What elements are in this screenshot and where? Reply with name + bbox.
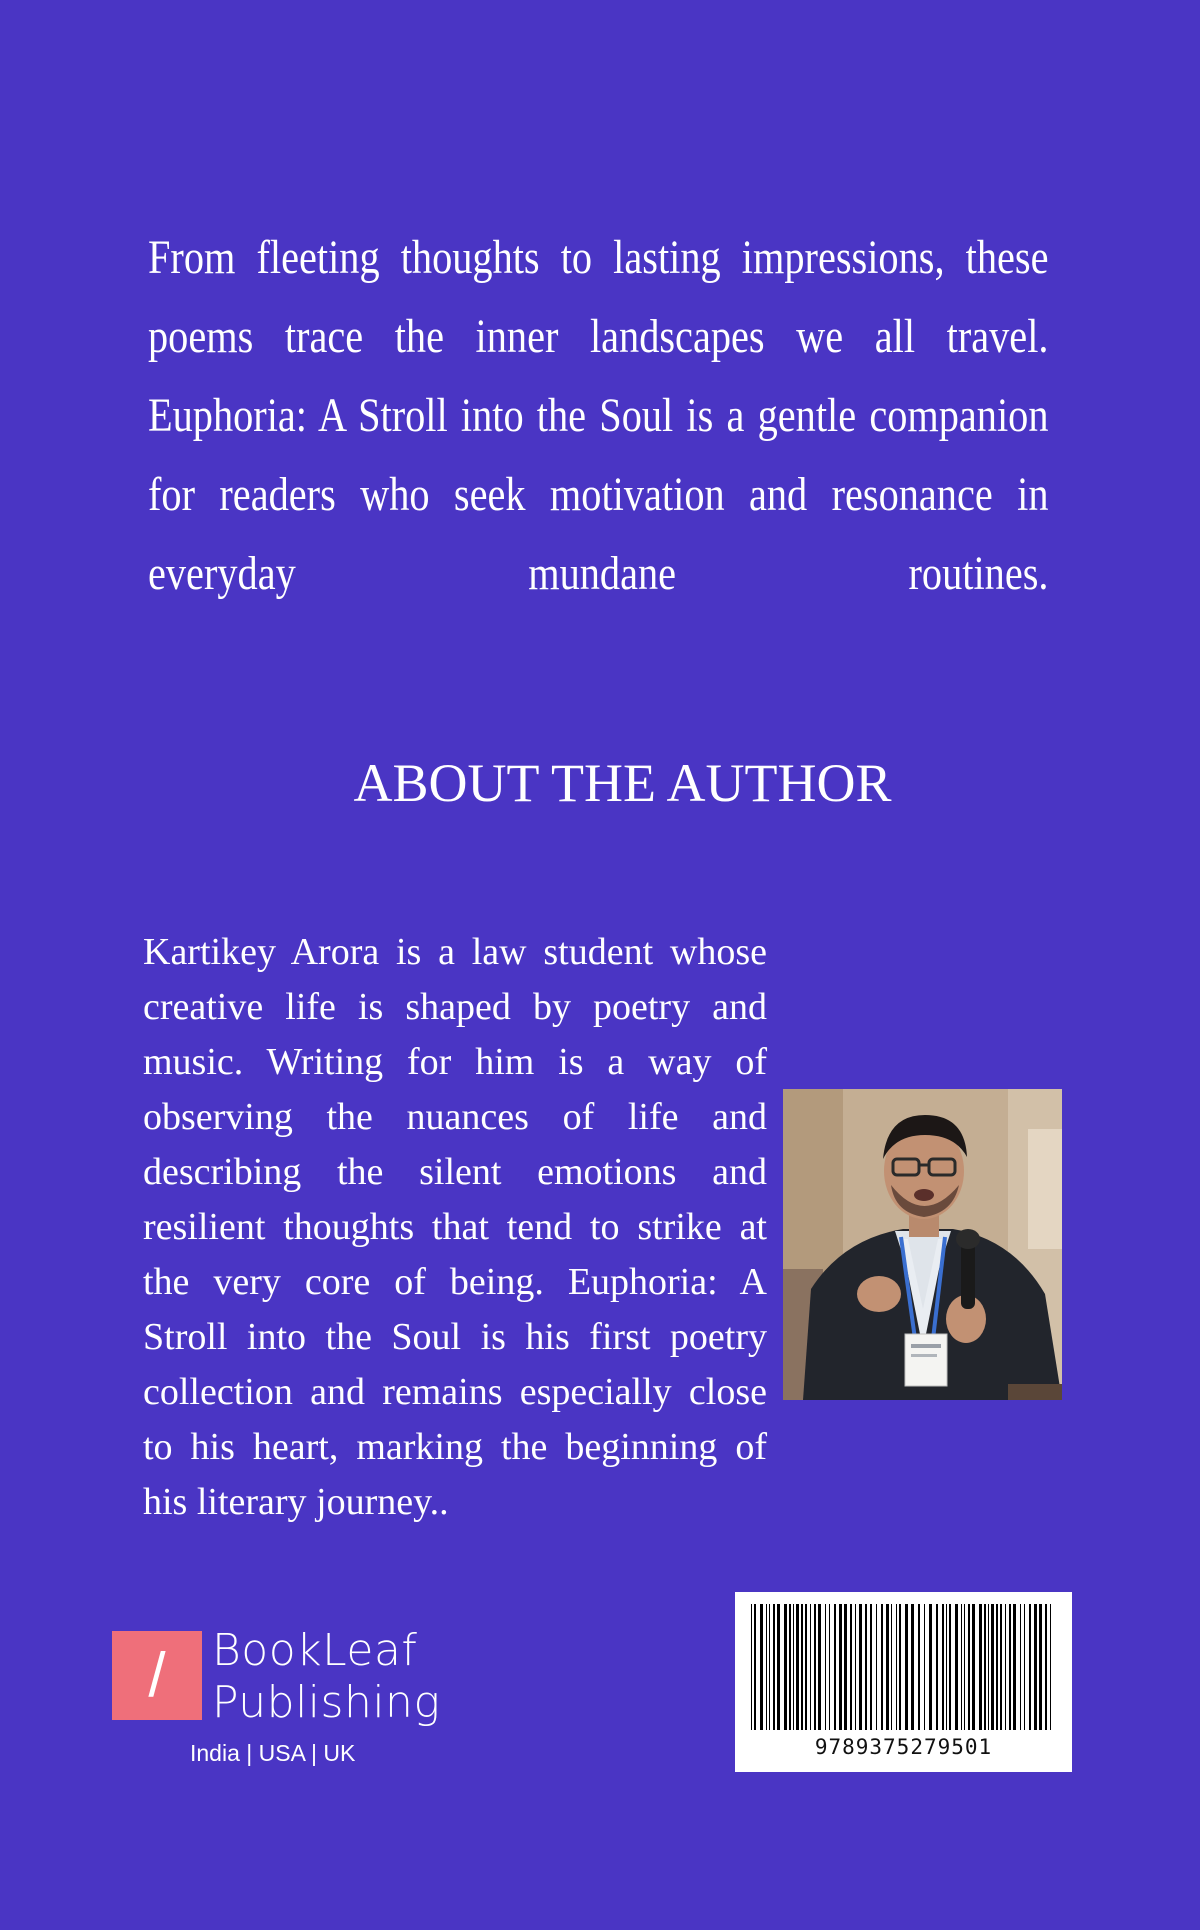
barcode-bar	[881, 1604, 883, 1730]
barcode-bar	[929, 1604, 932, 1730]
barcode-bar	[1034, 1604, 1037, 1730]
blurb-text: From fleeting thoughts to lasting impressions, these poems trace the inner landscapes we all travel. Euphoria: A Stroll into the Soul is a gentle companion for readers who seek motivation and resonance in everyday mundane routines.	[148, 231, 1049, 600]
barcode-bar	[850, 1604, 852, 1730]
barcode-bar	[1039, 1604, 1042, 1730]
barcode-bar	[829, 1604, 830, 1730]
barcode-bar	[865, 1604, 867, 1730]
barcode-bar	[870, 1604, 872, 1730]
publisher-name-line1: BookLeaf	[212, 1625, 418, 1676]
author-bio: Kartikey Arora is a law student whose creative life is shaped by poetry and music. Writing for him is a way of observing the nuances of life and describing the silent emotions and resilient thoughts that tend to strike at the very core of being. Euphoria: A Stroll into the Soul is his first poetry collection and remains especially close to his heart, marking the beginning of his literary journey..	[143, 931, 767, 1523]
barcode-bar	[805, 1604, 807, 1730]
barcode-bar	[801, 1604, 803, 1730]
publisher-name	[212, 1625, 440, 1729]
barcode-bar	[949, 1604, 951, 1730]
barcode-bar	[918, 1604, 920, 1730]
barcode-bar	[766, 1604, 767, 1730]
publisher-regions: India | USA | UK	[190, 1740, 356, 1766]
barcode-bar	[886, 1604, 889, 1730]
barcode-bar	[972, 1604, 975, 1730]
publisher-name-line2: Publishing	[212, 1677, 441, 1728]
publisher-logo	[112, 1625, 452, 1731]
barcode-bar	[1029, 1604, 1031, 1730]
barcode-bar	[1024, 1604, 1025, 1730]
barcode-bar	[968, 1604, 970, 1730]
barcode-bar	[1013, 1604, 1016, 1730]
barcode-bar	[936, 1604, 938, 1730]
barcode-bar	[891, 1604, 892, 1730]
barcode-bar	[777, 1604, 780, 1730]
barcode-bar	[814, 1604, 816, 1730]
barcode-bar	[911, 1604, 914, 1730]
barcode-bar	[955, 1604, 958, 1730]
barcode-bar	[855, 1604, 856, 1730]
author-photo	[783, 1089, 1062, 1400]
barcode-bar	[754, 1604, 756, 1730]
barcode-bar	[844, 1604, 847, 1730]
barcode-bar	[834, 1604, 836, 1730]
barcode-bar	[942, 1604, 944, 1730]
barcode-bar	[859, 1604, 862, 1730]
barcode-bar	[905, 1604, 908, 1730]
barcode-bar	[964, 1604, 965, 1730]
barcode-bar	[789, 1604, 791, 1730]
barcode-bar	[1045, 1604, 1047, 1730]
isbn-number: 9789375279501	[814, 1735, 993, 1759]
barcode-bar	[876, 1604, 877, 1730]
barcode-bar	[818, 1604, 821, 1730]
barcode-bar	[991, 1604, 994, 1730]
barcode-bar	[769, 1604, 770, 1730]
barcode-bar	[924, 1604, 925, 1730]
barcode-bar	[946, 1604, 947, 1730]
barcode-bar	[1005, 1604, 1006, 1730]
barcode-bar	[1020, 1604, 1021, 1730]
barcode-bar	[996, 1604, 998, 1730]
barcode-bar	[896, 1604, 897, 1730]
barcode-bar	[760, 1604, 763, 1730]
isbn-barcode	[735, 1592, 1072, 1772]
barcode-bar	[984, 1604, 986, 1730]
barcode-bar	[839, 1604, 842, 1730]
barcode-bar	[961, 1604, 962, 1730]
barcode-bar	[979, 1604, 982, 1730]
barcode-bar	[773, 1604, 775, 1730]
logo-mark: /	[148, 1641, 166, 1710]
barcode-bar	[988, 1604, 989, 1730]
barcode-bar	[1050, 1604, 1051, 1730]
barcode-bar	[793, 1604, 794, 1730]
barcode-bar	[796, 1604, 799, 1730]
barcode-bar	[1000, 1604, 1002, 1730]
barcode-bar	[810, 1604, 811, 1730]
barcode-bar	[751, 1604, 752, 1730]
barcode-bar	[825, 1604, 826, 1730]
barcode-bar	[1009, 1604, 1011, 1730]
barcode-bar	[784, 1604, 787, 1730]
about-author-heading: ABOUT THE AUTHOR	[353, 753, 892, 813]
barcode-bar	[899, 1604, 901, 1730]
